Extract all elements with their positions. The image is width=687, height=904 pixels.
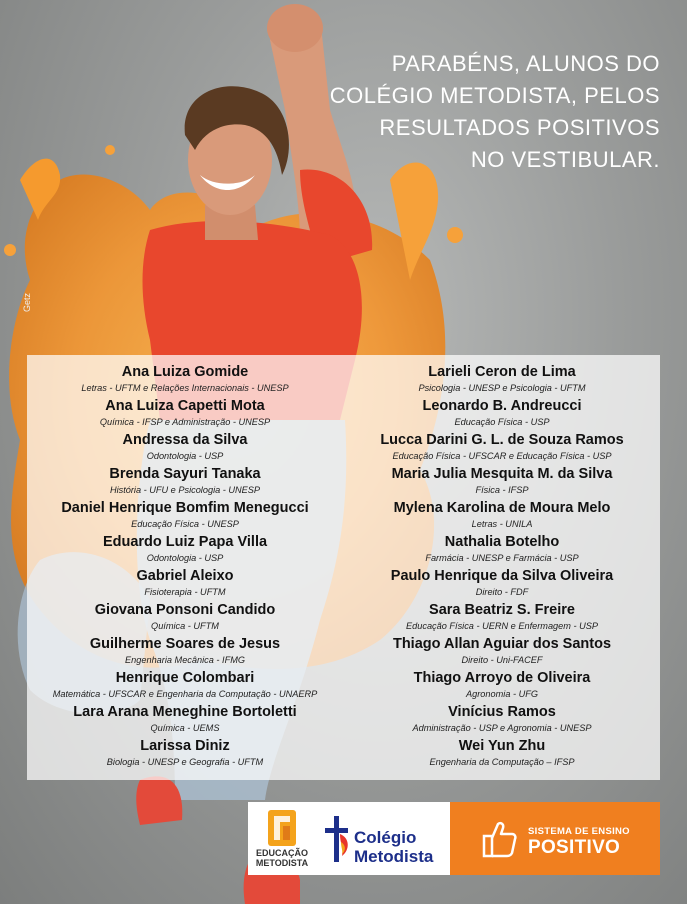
student-name: Eduardo Luiz Papa Villa	[102, 534, 268, 550]
student-courses: Biologia - UNESP e Geografia - UFTM	[106, 757, 264, 767]
student-name: Ana Luiza Capetti Mota	[105, 398, 265, 414]
student-courses: Agronomia - UFG	[466, 689, 538, 699]
student-courses: Psicologia - UNESP e Psicologia - UFTM	[418, 383, 586, 393]
headline-line: COLÉGIO METODISTA, PELOS	[329, 83, 660, 108]
student-name: Lara Arana Meneghine Bortoletti	[73, 704, 297, 720]
student-entry	[27, 363, 343, 397]
educacao-line2: METODISTA	[255, 858, 309, 868]
student-courses: Educação Física - UNESP	[131, 519, 239, 529]
student-name: Larieli Ceron de Lima	[428, 364, 576, 380]
student-courses: Educação Física - UERN e Enfermagem - USP	[406, 621, 598, 631]
student-name: Brenda Sayuri Tanaka	[109, 466, 261, 482]
colegio-metodista-logo	[316, 802, 450, 875]
student-name: Giovana Ponsoni Candido	[94, 602, 276, 618]
student-entry	[27, 669, 343, 703]
student-entry	[27, 635, 343, 669]
headline	[240, 48, 660, 176]
student-entry	[344, 635, 660, 669]
student-courses: História - UFU e Psicologia - UNESP	[109, 485, 261, 495]
student-entry	[27, 567, 343, 601]
students-column-right	[344, 363, 660, 771]
student-name: Gabriel Aleixo	[136, 568, 234, 584]
student-name: Andressa da Silva	[122, 432, 248, 448]
student-courses: Direito - FDF	[475, 587, 529, 597]
student-courses: Química - UEMS	[150, 723, 220, 733]
student-courses: Educação Física - UFSCAR e Educação Física - USP	[392, 451, 612, 461]
student-courses: Educação Física - USP	[454, 417, 550, 427]
educacao-metodista-logo	[248, 802, 316, 875]
student-entry	[344, 669, 660, 703]
student-name: Vinícius Ramos	[448, 704, 556, 720]
sponsor-logos-bar	[248, 802, 660, 875]
student-courses: Odontologia - USP	[146, 553, 224, 563]
student-entry	[27, 737, 343, 771]
student-entry	[344, 499, 660, 533]
student-name: Wei Yun Zhu	[458, 738, 546, 754]
student-entry	[344, 533, 660, 567]
student-courses: Fisioterapia - UFTM	[144, 587, 226, 597]
student-entry	[344, 465, 660, 499]
photo-credit: Getz	[22, 292, 32, 312]
student-courses: Física - IFSP	[475, 485, 529, 495]
approved-students-panel	[27, 355, 660, 780]
student-courses: Matemática - UFSCAR e Engenharia da Computação - UNAERP	[52, 689, 318, 699]
student-name: Thiago Allan Aguiar dos Santos	[392, 636, 612, 652]
student-entry	[27, 533, 343, 567]
student-courses: Química - UFTM	[151, 621, 219, 631]
student-entry	[344, 397, 660, 431]
student-name: Paulo Henrique da Silva Oliveira	[390, 568, 614, 584]
positivo-logo	[450, 802, 660, 875]
student-name: Guilherme Soares de Jesus	[89, 636, 281, 652]
student-entry	[344, 567, 660, 601]
student-entry	[344, 601, 660, 635]
student-name: Leonardo B. Andreucci	[422, 398, 582, 414]
student-courses: Engenharia Mecânica - IFMG	[125, 655, 245, 665]
headline-line: NO VESTIBULAR.	[470, 147, 660, 172]
headline-line: RESULTADOS POSITIVOS	[379, 115, 660, 140]
student-name: Mylena Karolina de Moura Melo	[393, 500, 611, 516]
student-courses: Farmácia - UNESP e Farmácia - USP	[425, 553, 579, 563]
student-entry	[344, 703, 660, 737]
headline-line: PARABÉNS, ALUNOS DO	[391, 51, 660, 76]
student-courses: Direito - Uni-FACEF	[461, 655, 543, 665]
student-name: Larissa Diniz	[140, 738, 230, 754]
student-name: Sara Beatriz S. Freire	[429, 602, 575, 618]
student-entry	[27, 499, 343, 533]
student-name: Ana Luiza Gomide	[121, 364, 249, 380]
student-entry	[27, 465, 343, 499]
students-column-left	[27, 363, 343, 771]
student-courses: Química - IFSP e Administração - UNESP	[99, 417, 271, 427]
colegio-line2: Metodista	[354, 847, 434, 866]
student-entry	[27, 703, 343, 737]
positivo-tagline: SISTEMA DE ENSINO	[528, 826, 630, 837]
student-entry	[344, 363, 660, 397]
student-name: Nathalia Botelho	[444, 534, 560, 550]
student-entry	[344, 737, 660, 771]
student-courses: Letras - UFTM e Relações Internacionais - UNESP	[81, 383, 289, 393]
student-courses: Odontologia - USP	[146, 451, 224, 461]
student-name: Daniel Henrique Bomfim Menegucci	[61, 500, 309, 516]
student-name: Lucca Darini G. L. de Souza Ramos	[380, 432, 624, 448]
student-courses: Engenharia da Computação – IFSP	[429, 757, 575, 767]
student-entry	[344, 431, 660, 465]
educacao-metodista-emblem-icon	[268, 810, 296, 846]
student-entry	[27, 397, 343, 431]
student-entry	[27, 431, 343, 465]
student-courses: Administração - USP e Agronomia - UNESP	[412, 723, 592, 733]
student-name: Thiago Arroyo de Oliveira	[413, 670, 591, 686]
methodist-cross-flame-icon	[322, 814, 352, 864]
educacao-line1: EDUCAÇÃO	[255, 848, 308, 858]
colegio-line1: Colégio	[354, 828, 417, 847]
thumbs-up-icon	[478, 818, 520, 860]
student-entry	[27, 601, 343, 635]
positivo-wordmark: POSITIVO	[528, 837, 621, 858]
student-name: Henrique Colombari	[115, 670, 255, 686]
student-courses: Letras - UNILA	[471, 519, 533, 529]
student-name: Maria Julia Mesquita M. da Silva	[391, 466, 613, 482]
